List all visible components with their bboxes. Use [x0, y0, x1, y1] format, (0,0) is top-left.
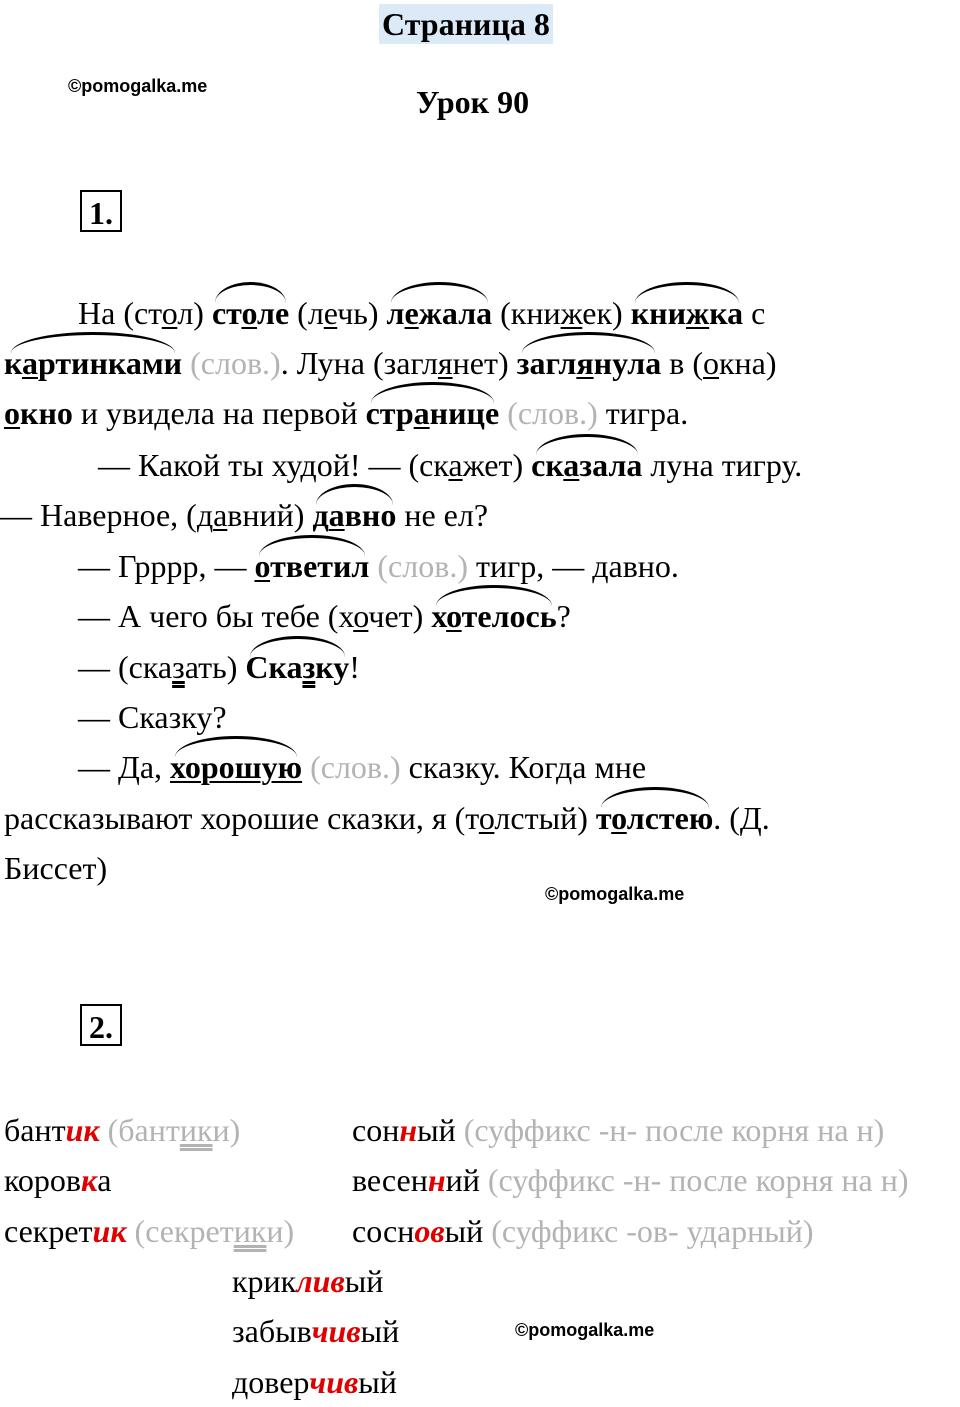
- text-line-3: окно и увидела на первой странице (слов.) тигра.: [4, 388, 688, 438]
- watermark: ©pomogalka.me: [545, 884, 685, 904]
- word-skazala: сказала: [531, 440, 642, 490]
- watermark: ©pomogalka.me: [515, 1320, 655, 1340]
- word-horoshuyu: хорошую: [170, 742, 302, 792]
- text-line-12: Биссет): [4, 850, 108, 886]
- word-row-left-1: бантик (бантики): [4, 1112, 241, 1148]
- word-knizhka: книжка: [631, 288, 743, 338]
- word-row-right-3: сосновый (суффикс -ов- ударный): [352, 1213, 814, 1249]
- task-number-1: 1.: [80, 190, 122, 232]
- text-line-8: — (сказать) Сказку!: [78, 642, 360, 692]
- task-number-2: 2.: [80, 1004, 122, 1046]
- word-otvetil: ответил: [254, 541, 369, 591]
- word-stranitse: странице: [366, 388, 500, 438]
- word-skazku: Сказку: [245, 642, 349, 692]
- word-row-left-2: коровка: [4, 1162, 112, 1198]
- text-line-9: — Сказку?: [78, 699, 227, 735]
- word-row-right-1: сонный (суффикс -н- после корня на н): [352, 1112, 885, 1148]
- word-hotelos: хотелось: [431, 591, 556, 641]
- text-line-7: — А чего бы тебе (хочет) хотелось?: [78, 591, 571, 641]
- word-lezhala: лежала: [387, 288, 493, 338]
- word-row-left-3: секретик (секретики): [4, 1213, 295, 1249]
- word-zaglyanula: заглянула: [517, 338, 662, 388]
- text-line-10: — Да, хорошую (слов.) сказку. Когда мне: [78, 742, 646, 792]
- word-stole: столе: [212, 288, 289, 338]
- watermark: ©pomogalka.me: [68, 76, 208, 96]
- lesson-title: Урок 90: [416, 84, 530, 120]
- text-line-1: На (стол) столе (лечь) лежала (книжек) книжка с: [78, 288, 765, 338]
- text-line-2: картинками (слов.). Луна (заглянет) заглянула в (окна): [4, 338, 777, 388]
- text-line-5: — Наверное, (давний) давно не ел?: [0, 490, 488, 540]
- word-tolsteyu: толстею: [596, 793, 713, 843]
- word-kartinkami: картинками: [4, 338, 182, 388]
- text-line-11: рассказывают хорошие сказки, я (толстый) толстею. (Д.: [4, 793, 770, 843]
- word-row-bottom-3: доверчивый: [232, 1364, 397, 1400]
- word-row-right-2: весенний (суффикс -н- после корня на н): [352, 1162, 909, 1198]
- word-row-bottom-1: крикливый: [232, 1263, 384, 1299]
- word-davno: давно: [312, 490, 396, 540]
- page-title: Страница 8: [379, 4, 553, 44]
- text-line-6: — Грррр, — ответил (слов.) тигр, — давно.: [78, 541, 679, 591]
- text-line-4: — Какой ты худой! — (скажет) сказала луна тигру.: [98, 440, 802, 490]
- word-row-bottom-2: забывчивый: [232, 1313, 400, 1349]
